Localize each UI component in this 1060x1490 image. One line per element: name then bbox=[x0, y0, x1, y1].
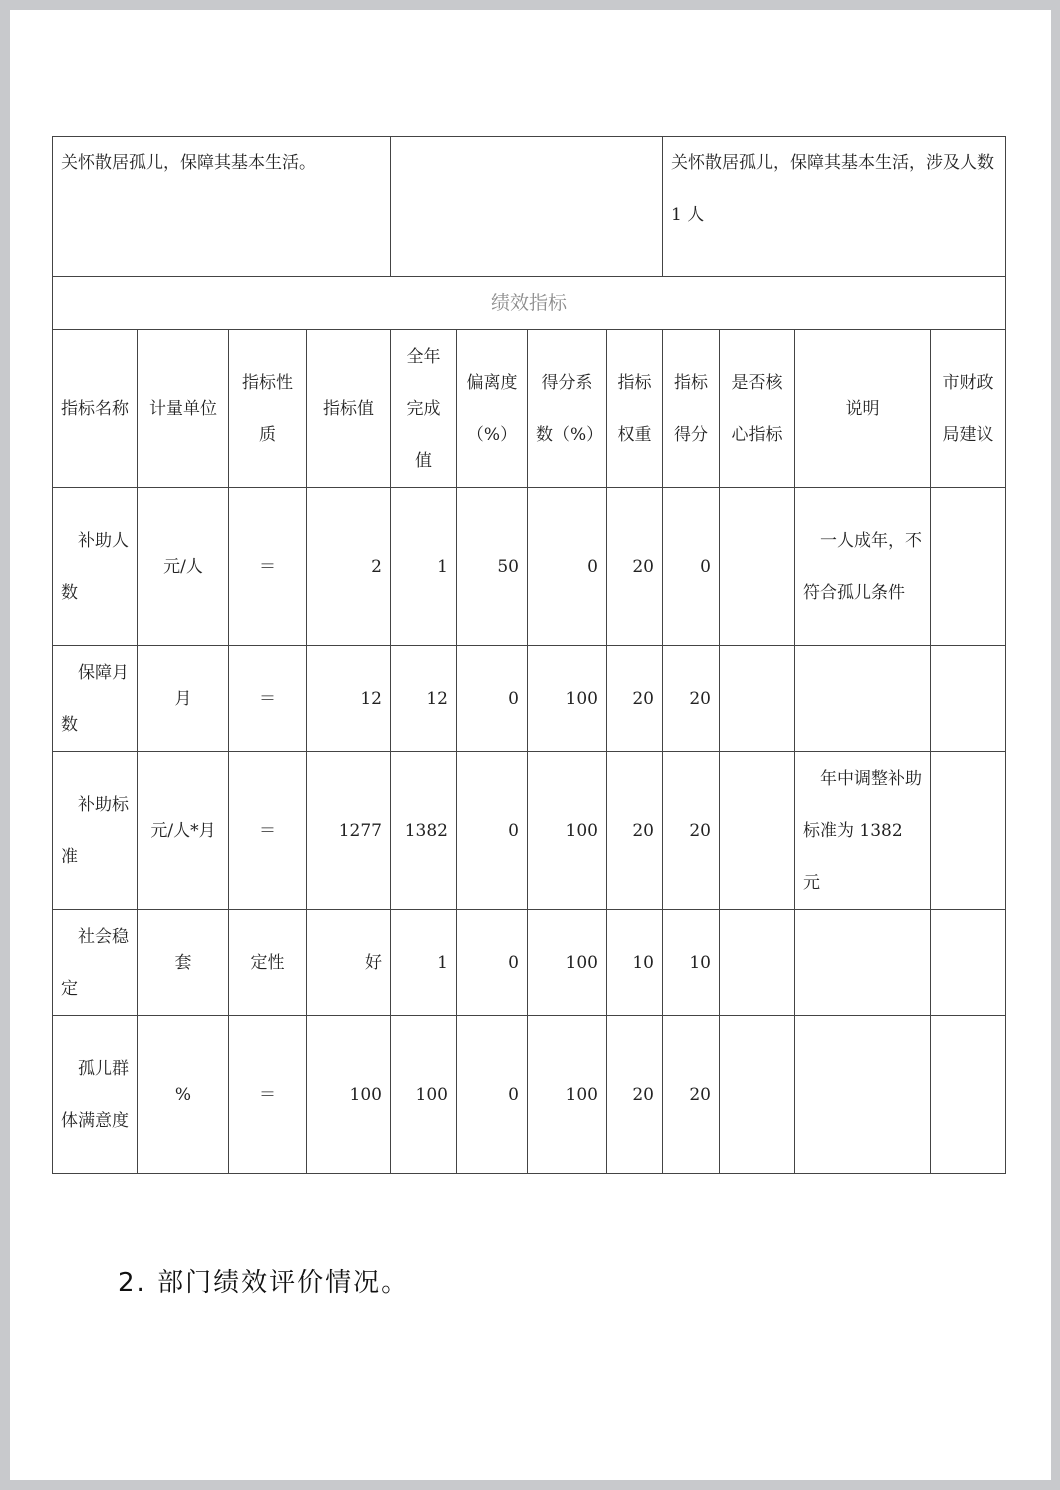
indicator-advice bbox=[931, 488, 1006, 646]
document-page bbox=[10, 10, 1051, 1480]
indicator-nature: ＝ bbox=[229, 752, 307, 910]
table-row bbox=[53, 488, 1006, 646]
indicator-name: 社会稳定 bbox=[53, 910, 138, 1016]
section-title-row bbox=[53, 277, 1006, 330]
indicator-coef: 0 bbox=[528, 488, 607, 646]
table-row bbox=[53, 910, 1006, 1016]
indicator-nature: ＝ bbox=[229, 1016, 307, 1174]
indicator-weight: 20 bbox=[607, 752, 663, 910]
header-cell: 说明 bbox=[795, 330, 931, 488]
indicator-score: 20 bbox=[663, 1016, 720, 1174]
indicator-coef: 100 bbox=[528, 752, 607, 910]
header-cell: 指标值 bbox=[307, 330, 391, 488]
indicator-note: 年中调整补助标准为 1382 元 bbox=[795, 752, 931, 910]
header-cell: 市财政局建议 bbox=[931, 330, 1006, 488]
indicator-actual: 1382 bbox=[391, 752, 457, 910]
goal-cell-2 bbox=[391, 137, 663, 277]
indicator-coef: 100 bbox=[528, 646, 607, 752]
indicator-deviation: 50 bbox=[457, 488, 528, 646]
table-row bbox=[53, 752, 1006, 910]
indicator-name: 补助标准 bbox=[53, 752, 138, 910]
indicator-nature: ＝ bbox=[229, 488, 307, 646]
header-cell: 偏离度（%） bbox=[457, 330, 528, 488]
indicator-value: 2 bbox=[307, 488, 391, 646]
indicator-deviation: 0 bbox=[457, 910, 528, 1016]
indicator-advice bbox=[931, 1016, 1006, 1174]
indicator-weight: 10 bbox=[607, 910, 663, 1016]
indicator-advice bbox=[931, 752, 1006, 910]
indicator-value: 1277 bbox=[307, 752, 391, 910]
header-cell: 指标名称 bbox=[53, 330, 138, 488]
goal-row bbox=[53, 137, 1006, 277]
indicator-nature: 定性 bbox=[229, 910, 307, 1016]
indicator-coef: 100 bbox=[528, 910, 607, 1016]
section-heading: 2. 部门绩效评价情况。 bbox=[118, 1268, 410, 1298]
indicator-weight: 20 bbox=[607, 488, 663, 646]
header-cell: 指标性质 bbox=[229, 330, 307, 488]
indicator-core bbox=[720, 646, 795, 752]
section-title: 绩效指标 bbox=[53, 277, 1006, 330]
header-cell: 是否核心指标 bbox=[720, 330, 795, 488]
indicator-unit: 元/人*月 bbox=[138, 752, 229, 910]
indicator-unit: 元/人 bbox=[138, 488, 229, 646]
header-cell: 计量单位 bbox=[138, 330, 229, 488]
indicator-value: 100 bbox=[307, 1016, 391, 1174]
indicator-deviation: 0 bbox=[457, 752, 528, 910]
indicator-deviation: 0 bbox=[457, 646, 528, 752]
indicator-unit: % bbox=[138, 1016, 229, 1174]
indicator-name: 保障月数 bbox=[53, 646, 138, 752]
table-row bbox=[53, 646, 1006, 752]
indicator-score: 0 bbox=[663, 488, 720, 646]
indicator-unit: 套 bbox=[138, 910, 229, 1016]
indicator-value: 好 bbox=[307, 910, 391, 1016]
indicator-core bbox=[720, 488, 795, 646]
indicator-actual: 12 bbox=[391, 646, 457, 752]
indicator-actual: 1 bbox=[391, 488, 457, 646]
indicator-coef: 100 bbox=[528, 1016, 607, 1174]
indicator-note bbox=[795, 910, 931, 1016]
performance-table bbox=[52, 136, 1006, 1174]
indicator-note: 一人成年，不符合孤儿条件 bbox=[795, 488, 931, 646]
indicator-weight: 20 bbox=[607, 1016, 663, 1174]
header-cell: 指标权重 bbox=[607, 330, 663, 488]
indicator-nature: ＝ bbox=[229, 646, 307, 752]
goal-cell-3: 关怀散居孤儿，保障其基本生活，涉及人数 1 人 bbox=[663, 137, 1006, 277]
indicator-actual: 100 bbox=[391, 1016, 457, 1174]
indicator-score: 10 bbox=[663, 910, 720, 1016]
header-row bbox=[53, 330, 1006, 488]
indicator-advice bbox=[931, 646, 1006, 752]
header-cell: 全年完成值 bbox=[391, 330, 457, 488]
indicator-note bbox=[795, 1016, 931, 1174]
indicator-weight: 20 bbox=[607, 646, 663, 752]
indicator-score: 20 bbox=[663, 752, 720, 910]
indicator-unit: 月 bbox=[138, 646, 229, 752]
indicator-core bbox=[720, 752, 795, 910]
header-cell: 指标得分 bbox=[663, 330, 720, 488]
indicator-note bbox=[795, 646, 931, 752]
indicator-advice bbox=[931, 910, 1006, 1016]
indicator-value: 12 bbox=[307, 646, 391, 752]
indicator-name: 孤儿群体满意度 bbox=[53, 1016, 138, 1174]
indicator-core bbox=[720, 910, 795, 1016]
goal-cell-1: 关怀散居孤儿，保障其基本生活。 bbox=[53, 137, 391, 277]
indicator-actual: 1 bbox=[391, 910, 457, 1016]
indicator-name: 补助人数 bbox=[53, 488, 138, 646]
header-cell: 得分系数（%） bbox=[528, 330, 607, 488]
indicator-core bbox=[720, 1016, 795, 1174]
indicator-deviation: 0 bbox=[457, 1016, 528, 1174]
indicator-score: 20 bbox=[663, 646, 720, 752]
table-row bbox=[53, 1016, 1006, 1174]
